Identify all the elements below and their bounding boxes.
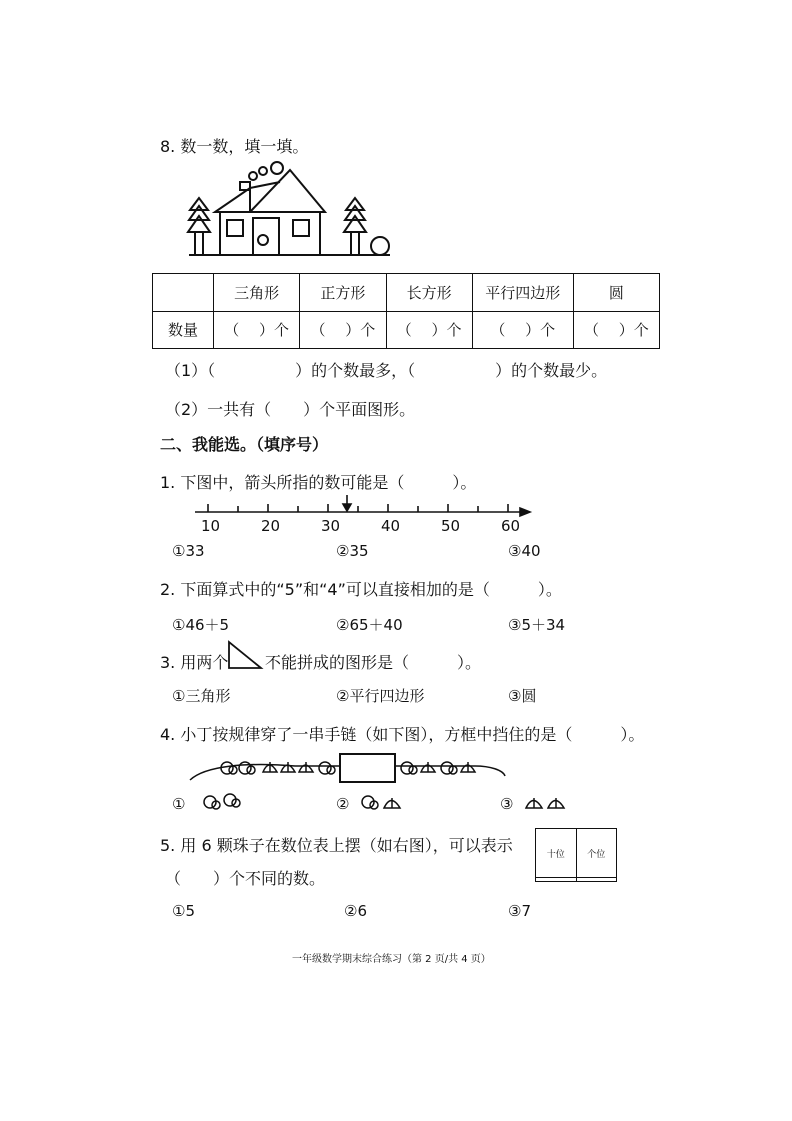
empty-cell: [576, 878, 617, 882]
option-1-beads-icon: [198, 788, 248, 816]
option-2-beads-icon: [356, 788, 406, 816]
place-value-table: [535, 828, 617, 882]
shell-bead-icon: [281, 762, 295, 772]
answer-cell[interactable]: （ ）个: [300, 311, 386, 349]
table-header-cell: [153, 274, 214, 312]
tick-label: 60: [501, 517, 521, 535]
answer-cell[interactable]: （ ）个: [386, 311, 472, 349]
tick-label: 10: [201, 517, 221, 535]
page-footer: 一年级数学期末综合练习（第 2 页/共 4 页）: [292, 954, 491, 965]
mc2-option-2[interactable]: ②65＋40: [336, 616, 403, 634]
flower-bead-icon: [221, 762, 237, 774]
shell-bead-icon: [263, 762, 277, 772]
q8-sub2[interactable]: （2）一共有（ ）个平面图形。: [165, 400, 416, 419]
mc4-option-3[interactable]: ③: [500, 795, 514, 813]
mc2-question: 2. 下面算式中的“5”和“4”可以直接相加的是（ ）。: [160, 580, 562, 599]
table-header-row: [536, 829, 617, 878]
mc5-option-2[interactable]: ②6: [344, 902, 367, 920]
mc5-option-3[interactable]: ③7: [508, 902, 531, 920]
mc1-question: 1. 下图中，箭头所指的数可能是（ ）。: [160, 473, 477, 492]
flower-bead-icon: [441, 762, 457, 774]
shell-bead-icon: [461, 762, 475, 772]
tick-label: 40: [381, 517, 401, 535]
number-line: [190, 495, 535, 515]
mc3-question-end: 不能拼成的图形是（ ）。: [265, 653, 482, 672]
shell-bead-icon: [299, 762, 313, 772]
mc3-option-3[interactable]: ③圆: [508, 687, 537, 705]
row-label: 数量: [153, 311, 214, 349]
mc2-option-3[interactable]: ③5＋34: [508, 616, 566, 634]
mc2-option-1[interactable]: ①46＋5: [172, 616, 230, 634]
q8-sub1[interactable]: （1）（ ）的个数最多，（ ）的个数最少。: [165, 361, 608, 380]
mc1-option-1[interactable]: ①33: [172, 542, 205, 560]
tick-label: 20: [261, 517, 281, 535]
table-row: [536, 878, 617, 882]
mc3-option-2[interactable]: ②平行四边形: [336, 687, 425, 705]
table-header-cell: 正方形: [300, 274, 386, 312]
table-header-row: [153, 274, 660, 312]
section-title: 二、我能选。（填序号）: [160, 435, 329, 454]
answer-cell[interactable]: （ ）个: [472, 311, 573, 349]
right-triangle-icon: [227, 640, 263, 670]
empty-cell: [536, 878, 577, 882]
table-header-cell: 圆: [573, 274, 659, 312]
q8-title: 8. 数一数，填一填。: [160, 137, 309, 156]
mc5-option-1[interactable]: ①5: [172, 902, 195, 920]
table-header-cell: 平行四边形: [472, 274, 573, 312]
mc1-option-3[interactable]: ③40: [508, 542, 541, 560]
shape-count-table: [152, 273, 660, 349]
flower-bead-icon: [319, 762, 335, 774]
mc3-option-1[interactable]: ①三角形: [172, 687, 231, 705]
mc4-option-1[interactable]: ①: [172, 795, 186, 813]
place-value-tens: 十位: [536, 829, 577, 878]
tick-label: 30: [321, 517, 341, 535]
mc5-question: 5. 用 6 颗珠子在数位表上摆（如右图），可以表示: [160, 836, 513, 855]
mc3-question-start: 3. 用两个: [160, 653, 229, 672]
flower-bead-icon: [401, 762, 417, 774]
table-row: [153, 311, 660, 349]
mc4-question: 4. 小丁按规律穿了一串手链（如下图），方框中挡住的是（ ）。: [160, 725, 645, 744]
option-3-beads-icon: [522, 788, 572, 816]
flower-bead-icon: [239, 762, 255, 774]
answer-cell[interactable]: （ ）个: [214, 311, 300, 349]
house-figure: [185, 160, 395, 260]
mc5-question-line2[interactable]: （ ）个不同的数。: [165, 869, 326, 888]
place-value-ones: 个位: [576, 829, 617, 878]
bracelet-figure: [185, 748, 510, 788]
answer-cell[interactable]: （ ）个: [573, 311, 659, 349]
mc4-option-2[interactable]: ②: [336, 795, 350, 813]
tick-label: 50: [441, 517, 461, 535]
shell-bead-icon: [421, 762, 435, 772]
table-header-cell: 三角形: [214, 274, 300, 312]
table-header-cell: 长方形: [386, 274, 472, 312]
mc1-option-2[interactable]: ②35: [336, 542, 369, 560]
